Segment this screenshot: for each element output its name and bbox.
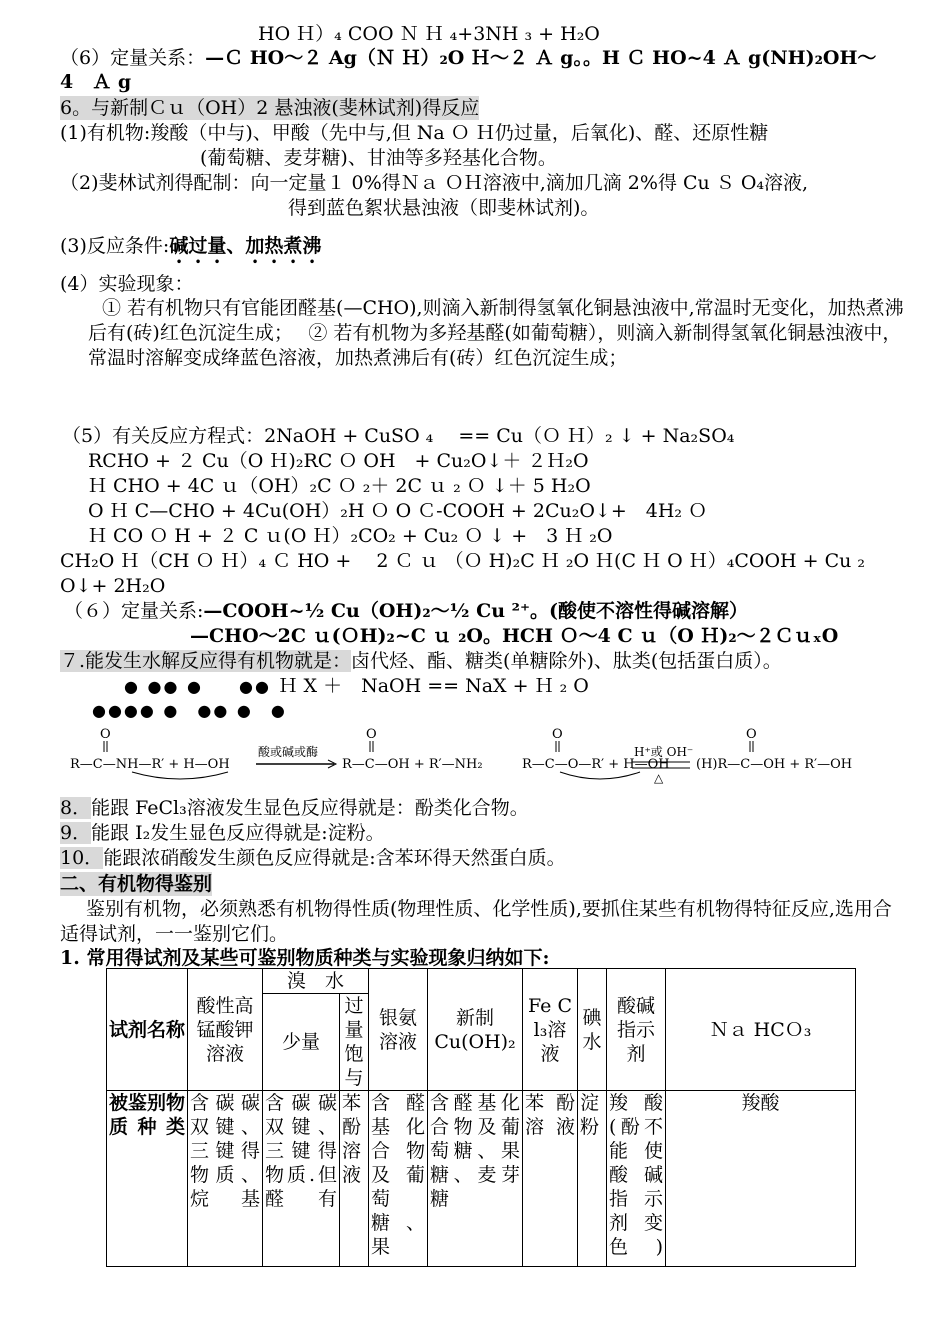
header-bromine-small: 少量 (263, 994, 340, 1091)
item-10-text: 能跟浓硝酸发生颜色反应得就是:含苯环得天然蛋白质。 (103, 847, 566, 869)
header-reagent-name: 试剂名称 (107, 969, 188, 1091)
equation-heading: （5）有关反应方程式：2NaOH + CuSO ₄ == Cu（Ｏ Ｈ）₂ ↓ + Na₂SO₄ (62, 425, 735, 447)
equation-3: O Ｈ C—CHO + 4Cu(OH）₂H Ｏ O Ｃ-COOH + 2Cu₂O↓+ 4H₂ Ｏ (88, 500, 708, 522)
equation-5-cont: O↓+ 2H₂O (60, 575, 166, 597)
equation-1: RCHO + ２ Cu（O Ｈ)₂RC Ｏ OH + Cu₂O↓＋ ２Ｈ₂O (88, 450, 589, 472)
phenomenon-heading: (4）实验现象： (60, 273, 194, 295)
organic-list-cont: (葡萄糖、麦芽糖)、甘油等多羟基化合物。 (200, 147, 557, 169)
header-bromine-excess: 过量饱与 (340, 994, 369, 1091)
item-9 (60, 821, 385, 845)
item-9-number: 9． (60, 822, 92, 844)
cell-silver-substances: 含醛基化合物及葡萄糖、果 (369, 1091, 428, 1267)
dot-marks-2: ●●●● ● ●● ● ● (92, 701, 287, 720)
fehling-prep-line: （2)斐林试剂得配制：向一定量１ 0%得Ｎａ ＯＨ溶液中,滴加几滴 2%得 Cu Ｓ O₄溶液, (60, 172, 809, 194)
heat-symbol: △ (654, 771, 664, 784)
carbonyl-o-2: O (366, 728, 377, 742)
hydrolysis-list: 卤代烃、酯、糖类(单糖除外)、肽类(包括蛋白质）。 (351, 650, 782, 672)
halide-hydrolysis-eq: Ｈ X ＋ NaOH == NaX + Ｈ ₂ O (278, 675, 589, 697)
ester-reactant: R—C—O—R′ + H—OH (522, 757, 670, 772)
row-label-substances: 被鉴别物质种类 (107, 1091, 188, 1267)
equation-2: Ｈ CHO + 4C ｕ（OH）₂C Ｏ ₂＋ 2C ｕ ₂ Ｏ ↓＋ 5 H₂O (88, 475, 591, 497)
amide-products: R—C—OH + R′—NH₂ (342, 757, 483, 772)
table-caption-text: 常用得试剂及某些可鉴别物质种类与实验现象归纳如下: (86, 947, 550, 969)
identification-intro: 鉴别有机物，必须熟悉有机物得性质(物理性质、化学性质),要抓住某些有机物得特征反应,选用合适得试剂，一一鉴别它们。 (60, 898, 892, 945)
quant-relation-label: （6）定量关系： (60, 47, 206, 69)
cell-indicator-substances: 羧酸(酚不能使酸碱指示剂变色) (607, 1091, 666, 1267)
hydrolysis-line (60, 649, 782, 673)
item-10-number: 10． (60, 847, 104, 869)
quant-relation-2 (64, 599, 748, 623)
quant-relation-line (60, 46, 876, 70)
carbonyl-o-3: O (552, 728, 563, 742)
dot-marks: ● ●● ● ●● (124, 677, 279, 696)
quant-relation-2-formula: —COOH~½ Cu（OH)₂～½ Cu ²⁺。(酸使不溶性得碱溶解） (203, 600, 749, 622)
quant-relation-cont: 4 Ａ g (60, 71, 132, 93)
ester-products: (H)R—C—OH + R′—OH (696, 757, 853, 772)
fehling-prep-cont: 得到蓝色絮状悬浊液（即斐林试剂)。 (288, 197, 600, 219)
cell-nahco3-substances: 羧酸 (666, 1091, 856, 1267)
reagent-table (106, 968, 856, 1267)
phenomenon-body: ① 若有机物只有官能团醛基(—CHO),则滴入新制得氢氧化铜悬浊液中,常温时无变化，加热煮沸后有(砖)红色沉淀生成； ② 若有机物为多羟基醛(如葡萄糖），则滴入新制得氢氧化铜悬浊液中，常温时溶解变成绛蓝色溶液，加热煮沸后有(砖）红色沉淀生成； (88, 297, 904, 369)
item-8-text: 能跟 FeCl₃溶液发生显色反应得就是：酚类化合物。 (91, 797, 529, 819)
cell-cuoh2-substances: 含醛基化合物及葡萄糖、果糖、麦芽糖 (428, 1091, 523, 1267)
header-nahco3: Ｎａ HCＯ₃ (666, 969, 856, 1091)
reaction-condition (60, 234, 321, 268)
arrow-2-label: H⁺或 OH⁻ (634, 745, 694, 759)
carbonyl-o-4: O (746, 728, 757, 742)
hydrolysis-eq-line (124, 674, 589, 699)
bond-arc-1 (132, 772, 228, 779)
section-heading-7: ７.能发生水解反应得有机物就是： (60, 650, 352, 672)
cell-fecl3-substances: 苯酚溶液 (523, 1091, 578, 1267)
bond-arc-2 (560, 772, 640, 779)
equation-4: Ｈ CO Ｏ H + ２ C ｕ(O Ｈ）₂CO₂ + Cu₂ Ｏ ↓ + 3 Ｈ ₂O (88, 525, 613, 547)
arrow-1-label: 酸或碱或酶 (258, 745, 319, 759)
table-caption-number: 1. (60, 947, 80, 969)
item-8-number: 8． (60, 797, 92, 819)
header-cuoh2: 新制Cu(OH)₂ (428, 969, 523, 1091)
cell-iodine-substances: 淀粉 (578, 1091, 607, 1267)
carbonyl-o-1: O (100, 728, 111, 742)
section-heading-identification: 二、有机物得鉴别 (60, 873, 213, 895)
header-bromine-water: 溴 水 (263, 969, 369, 994)
quant-relation-2-cont: —CHO～2C ｕ(ＯH)₂~C ｕ ₂O。HCH Ｏ～4 C ｕ（O Ｈ)₂～２ＣｕₓO (190, 625, 839, 647)
quant-relation-formula: —Ｃ HO～２ Ag（Ｎ Ｈ）₂O Ｈ～２ Ａ g。。H Ｃ HO~4 Ａ g(NH)₂OH～ (205, 47, 877, 69)
cell-bromine-excess-substances: 苯酚溶液 (340, 1091, 369, 1267)
cell-kmno4-substances: 含碳碳双键、三键得物质、烷基 (188, 1091, 263, 1267)
equation-5: CH₂O Ｈ（CH Ｏ Ｈ）₄ Ｃ HO + 2 Ｃ ｕ （Ｏ H)₂C Ｈ ₂O Ｈ(C Ｈ O Ｈ）₄COOH + Cu ₂ (60, 550, 866, 572)
header-fecl3: Fe C l₃溶液 (523, 969, 578, 1091)
reaction-condition-value: 碱过量、加热煮沸 (169, 235, 322, 257)
reaction-condition-label: (3)反应条件: (60, 235, 170, 257)
item-10 (60, 846, 566, 870)
equation-line: HO Ｈ）₄ COO Ｎ Ｈ ₄+3NH ₃ + H₂O (258, 23, 600, 45)
item-9-text: 能跟 I₂发生显色反应得就是:淀粉。 (91, 822, 385, 844)
header-indicator: 酸碱指示剂 (607, 969, 666, 1091)
header-kmno4: 酸性高锰酸钾溶液 (188, 969, 263, 1091)
quant-relation-2-label: （６）定量关系: (64, 600, 204, 622)
amide-reactant: R—C—NH—R′ + H—OH (70, 757, 230, 772)
item-8 (60, 796, 529, 820)
section-heading-6: 6。与新制Ｃｕ（OH）2 悬浊液(斐林试剂)得反应 (60, 97, 480, 119)
cell-bromine-small-substances: 含碳碳双键、三键得物质.但醛有 (263, 1091, 340, 1267)
header-iodine: 碘水 (578, 969, 607, 1091)
header-silver-ammonia: 银氨溶液 (369, 969, 428, 1091)
hydrolysis-scheme (60, 728, 880, 784)
organic-list-line: (1)有机物:羧酸（中与)、甲酸（先中与,但 Na Ｏ Ｈ仍过量，后氧化)、醛、还原性糖 (60, 122, 769, 144)
table-caption (60, 946, 549, 970)
